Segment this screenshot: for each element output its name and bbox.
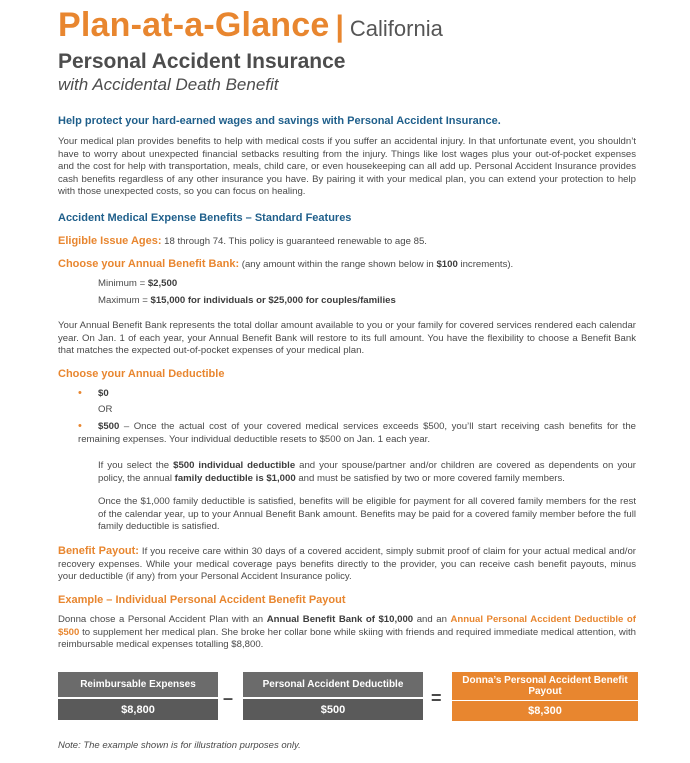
- payout-text: If you receive care within 30 days of a covered accident, simply submit proof of claim for your actual medical and/or recovery expenses. While your medical coverage pays benefits directly to the provider, you can receive cash benefit payouts, minus your deductible (if any) from your Personal Accident Insurance policy.: [58, 546, 636, 582]
- example-t4: Annual Personal Accident Deductible of $500: [58, 614, 636, 638]
- example-t2: Annual Benefit Bank of $10,000: [266, 614, 414, 625]
- option-500-text: – Once the actual cost of your covered medical services exceeds $500, you’ll start receiving cash benefits for the remaining expenses. Your individual deductible resets to $500 on Jan. 1 each year.: [78, 421, 636, 445]
- box1-label: Reimbursable Expenses: [58, 672, 218, 697]
- max-value: $15,000 for individuals or $25,000 for couples/families: [150, 295, 396, 306]
- deductible-family-para: [98, 460, 636, 485]
- min-label: Minimum =: [98, 278, 148, 289]
- subtitle-italic: with Accidental Death Benefit: [58, 75, 279, 94]
- footnote: Note: The example shown is for illustration purposes only.: [58, 740, 301, 751]
- standard-heading: Accident Medical Expense Benefits – Standard Features: [58, 212, 352, 224]
- option-500-label: $500: [98, 421, 120, 432]
- para1-d: family deductible is $1,000: [174, 472, 296, 484]
- box3-value: $8,300: [452, 701, 638, 721]
- example-t5: to supplement her medical plan. She broke her collar bone while skiing with friends and required immediate medical attention, with reimbursable medical expenses totalling $8,800.: [58, 626, 636, 650]
- bank-text-b: increments).: [457, 259, 514, 270]
- option-0-label: $0: [98, 388, 109, 399]
- title-state: California: [349, 16, 443, 41]
- example-t3: and an: [413, 614, 451, 625]
- benefit-payout: [58, 545, 636, 584]
- box1-value: $8,800: [58, 699, 218, 720]
- deductible-box: [243, 672, 423, 720]
- minus-sign: –: [223, 688, 234, 708]
- eligible-label: Eligible Issue Ages:: [58, 235, 162, 247]
- deductible-heading: Choose your Annual Deductible: [58, 368, 225, 380]
- deductible-satisfied-para: Once the $1,000 family deductible is satisfied, benefits will be eligible for payment for all covered family members for the rest of the calendar year, up to your Annual Benefit Bank amount. Benefits may be paid for a covered family member before the full family deductible is satisfied.: [98, 496, 636, 532]
- deductible-option-0: [78, 387, 638, 401]
- para1-a: If you select the: [98, 460, 174, 471]
- intro-body: Your medical plan provides benefits to help with medical costs if you suffer an accidental injury. In that unfortunate event, you shouldn’t have to worry about unexpected financial setbacks resulting from the injury. Things like lost wages plus your out-of-pocket expenses and the cost for help with transportation, meals, child care, or even housekeeping can all add up. Personal Accident Insurance provides cash benefits regardless of any other insurance you have. By pairing it with your medical plan, you can extend your protection to help with those unexpected costs, so you can focus on healing.: [58, 136, 636, 197]
- min-value: $2,500: [147, 278, 178, 289]
- deductible-option-500: [78, 420, 636, 446]
- bank-text-a: (any amount within the range shown below in: [239, 259, 437, 270]
- benefit-payout-box: [452, 672, 638, 720]
- intro-heading: Help protect your hard-earned wages and savings with Personal Accident Insurance.: [58, 115, 501, 127]
- bullet-icon: •: [78, 420, 82, 432]
- deductible-or: OR: [98, 404, 113, 415]
- max-label: Maximum =: [98, 295, 151, 306]
- bank-minimum: [98, 278, 177, 291]
- payout-label: Benefit Payout:: [58, 545, 139, 557]
- eligible-text: 18 through 74. This policy is guaranteed renewable to age 85.: [161, 236, 427, 247]
- bank-description: Your Annual Benefit Bank represents the total dollar amount available to you or your family for covered services rendered each calendar year. On Jan. 1 of each year, your Annual Benefit Bank will restore to its full amount. You have the flexibility to choose a Benefit Bank that matches the expected out-of-pocket expenses of your medical plan.: [58, 320, 636, 356]
- reimbursable-expenses-box: [58, 672, 218, 720]
- bank-line: [58, 258, 636, 272]
- bank-text-bold: $100: [436, 259, 458, 270]
- box3-label: Donna’s Personal Accident Benefit Payout: [452, 672, 638, 700]
- bullet-icon: •: [78, 387, 82, 399]
- title-separator: |: [335, 10, 344, 43]
- example-heading: Example – Individual Personal Accident Benefit Payout: [58, 594, 346, 606]
- title-main: Plan-at-a-Glance: [58, 6, 330, 44]
- para1-c: and your spouse/partner and/or children are covered as dependents on your policy, the annual: [98, 460, 636, 484]
- subtitle: Personal Accident Insurance: [58, 50, 346, 73]
- example-body: [58, 614, 636, 652]
- equals-sign: =: [431, 688, 442, 708]
- bank-label: Choose your Annual Benefit Bank:: [58, 258, 240, 270]
- eligible-ages: [58, 235, 636, 249]
- box2-label: Personal Accident Deductible: [243, 672, 423, 697]
- example-t1: Donna chose a Personal Accident Plan with an: [58, 614, 267, 625]
- page-title: [58, 6, 443, 45]
- para1-e: and must be satisfied by two or more covered family members.: [295, 472, 565, 484]
- bank-maximum: [98, 295, 396, 308]
- box2-value: $500: [243, 699, 423, 720]
- para1-b: $500 individual deductible: [173, 460, 296, 471]
